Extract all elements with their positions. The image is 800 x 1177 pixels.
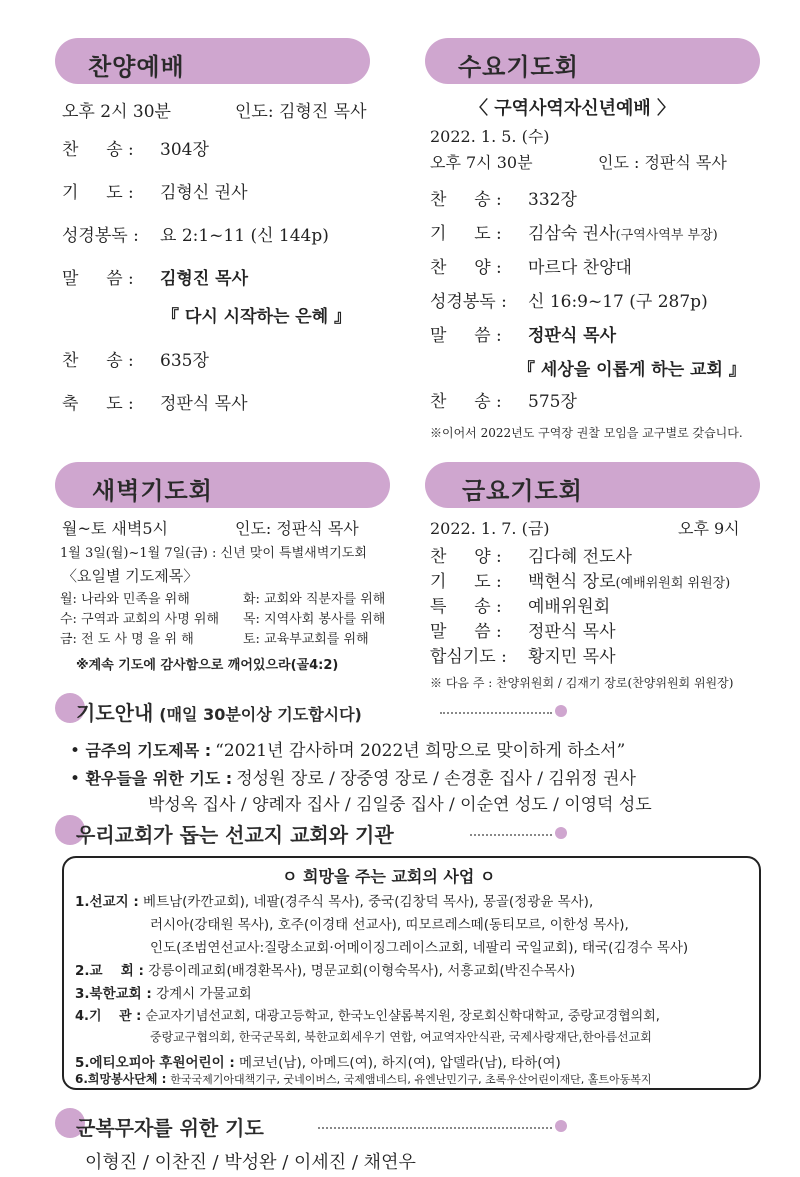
praise-row-value: 304장	[160, 140, 209, 160]
dawn-topic-row	[60, 588, 385, 607]
wednesday-row-label: 찬 송 :	[430, 392, 502, 412]
praise-row-label: 기 도 :	[62, 183, 134, 203]
friday-footnote: ※ 다음 주 : 찬양위원회 / 김재기 장로(찬양위원회 위원장)	[430, 676, 734, 690]
praise-service-time: 오후 2시 30분	[62, 102, 171, 122]
friday-row-value: 정판식 목사	[528, 622, 616, 642]
wednesday-row-value: 332장	[528, 190, 577, 210]
friday-row-label: 특 송 :	[430, 597, 502, 617]
prayer-guide-title: 기도안내	[76, 701, 154, 725]
friday-row-label: 기 도 :	[430, 572, 502, 592]
prayer-guide-divider	[440, 712, 552, 714]
missions-line	[75, 982, 252, 1002]
friday-row-label: 찬 양 :	[430, 547, 502, 567]
friday-time: 오후 9시	[678, 519, 740, 538]
wednesday-row-value: 575장	[528, 392, 577, 412]
friday-row-label: 말 씀 :	[430, 622, 502, 642]
missions-line: 중랑교구협의회, 한국군목회, 북한교회세우기 연합, 여교역자안식관, 국제사랑재단,한아름선교회	[150, 1030, 652, 1044]
missions-line	[75, 890, 593, 910]
friday-date: 2022. 1. 7. (금)	[430, 519, 550, 538]
praise-row-value: 요 2:1~11 (신 144p)	[160, 226, 329, 246]
missions-title: 우리교회가 돕는 선교지 교회와 기관	[76, 823, 394, 847]
prayer-item-label: 환우들을 위한 기도 :	[85, 769, 233, 788]
dawn-topic-right: 토: 교육부교회를 위해	[243, 632, 369, 647]
dawn-topic-left: 금: 전 도 사 명 을 위 해	[60, 632, 194, 647]
friday-row	[430, 642, 616, 667]
military-names: 이형진 / 이찬진 / 박성완 / 이세진 / 채연우	[85, 1152, 416, 1173]
prayer-guide-subtitle: (매일 30분이상 기도합시다)	[159, 705, 362, 724]
dawn-topic-left: 수: 구역과 교회의 사명 위해	[60, 612, 220, 627]
praise-row	[62, 135, 209, 160]
missions-line-label: 6.희망봉사단체 :	[75, 1072, 167, 1086]
missions-divider	[470, 834, 552, 836]
wednesday-row	[430, 321, 616, 346]
prayer-item-value: 정성원 장로 / 장중영 장로 / 손경훈 집사 / 김위정 권사	[236, 769, 636, 789]
wednesday-sermon-title: 『 세상을 이롭게 하는 교회 』	[518, 360, 746, 380]
missions-line-label: 1.선교지 :	[75, 894, 139, 910]
dawn-topic-row	[60, 608, 385, 627]
praise-row	[62, 346, 209, 371]
dawn-verse: ※계속 기도에 감사함으로 깨어있으라(골4:2)	[76, 658, 339, 673]
prayer-item-label: 금주의 기도제목 :	[85, 741, 212, 760]
wednesday-row	[430, 387, 577, 412]
missions-line-label: 3.북한교회 :	[75, 986, 152, 1002]
missions-line-text: 순교자기념선교회, 대광고등학교, 한국노인샬롬복지원, 장로회신학대학교, 중랑교경협의회,	[145, 1009, 660, 1024]
prayer-patients-line2: 박성옥 집사 / 양례자 집사 / 김일중 집사 / 이순연 성도 / 이영덕 성도	[148, 795, 652, 815]
friday-row	[430, 542, 632, 567]
friday-row	[430, 567, 730, 592]
wednesday-row-label: 말 씀 :	[430, 326, 502, 346]
wednesday-row-value: 마르다 찬양대	[528, 258, 632, 278]
missions-line-text: 베트남(카깐교회), 네팔(경주식 목사), 중국(김창덕 목사), 몽골(정광윤 목사),	[143, 894, 594, 910]
missions-line-text: 한국국제기아대책기구, 굿네이버스, 국제앰네스티, 유엔난민기구, 초록우산어린이재단, 홀트아동복지	[170, 1073, 652, 1086]
praise-preacher: 김형진 목사	[160, 269, 249, 289]
missions-line-text: 강계시 가물교회	[156, 986, 252, 1002]
praise-row-label: 축 도 :	[62, 394, 134, 414]
missions-line: 인도(조범연선교사:질랑소교회·어메이징그레이스교회, 네팔리 국일교회), 태국(김경수 목사)	[150, 940, 689, 956]
wednesday-row-value: 김삼숙 권사	[528, 224, 616, 244]
friday-row-value: 김다혜 전도사	[528, 547, 632, 567]
wednesday-date: 2022. 1. 5. (수)	[430, 127, 550, 146]
wednesday-row-note: (구역사역부 부장)	[615, 228, 718, 243]
missions-end-dot	[555, 827, 567, 839]
friday-row-value: 백현식 장로	[528, 572, 616, 592]
friday-title: 금요기도회	[462, 477, 583, 505]
military-title: 군복무자를 위한 기도	[76, 1116, 264, 1140]
bullet-dot: •	[70, 741, 86, 761]
friday-row-note: (예배위원회 위원장)	[615, 576, 731, 591]
praise-row	[62, 221, 329, 246]
dawn-title: 새벽기도회	[92, 477, 213, 505]
missions-box-title: ㅇ 희망을 주는 교회의 사업 ㅇ	[282, 867, 496, 886]
praise-service-leader: 인도: 김형진 목사	[235, 102, 367, 122]
missions-line-text: 메코넌(남), 아메드(여), 하지(여), 압델라(남), 타하(여)	[239, 1055, 561, 1071]
missions-line-label: 4.기 관 :	[75, 1009, 142, 1024]
praise-row	[62, 389, 248, 414]
dawn-special: 1월 3일(월)~1월 7일(금) : 신년 맞이 특별새벽기도회	[60, 546, 367, 561]
wednesday-footnote: ※이어서 2022년도 구역장 권찰 모임을 교구별로 갖습니다.	[430, 426, 743, 440]
dawn-schedule: 월~토 새벽5시	[62, 519, 168, 538]
friday-row	[430, 592, 610, 617]
wednesday-row	[430, 287, 708, 312]
missions-line-label: 5.에티오피아 후원어린이 :	[75, 1055, 235, 1071]
wednesday-row	[430, 185, 577, 210]
wednesday-subtitle: 〈 구역사역자신년예배 〉	[470, 98, 676, 119]
military-end-dot	[555, 1120, 567, 1132]
dawn-topic-left: 월: 나라와 민족을 위해	[60, 592, 190, 607]
wednesday-row-label: 기 도 :	[430, 224, 502, 244]
missions-line: 러시아(강태원 목사), 호주(이경태 선교사), 띠모르레스떼(동티모르, 이한성 목사),	[150, 917, 629, 933]
praise-row-label: 성경봉독 :	[62, 226, 139, 246]
praise-row-value: 정판식 목사	[160, 394, 248, 414]
missions-line-label: 2.교 회 :	[75, 963, 144, 979]
praise-row-label: 찬 송 :	[62, 351, 134, 371]
prayer-item-value: “2021년 감사하며 2022년 희망으로 맞이하게 하소서”	[215, 741, 626, 761]
dawn-topic-right: 화: 교회와 직분자를 위해	[243, 592, 386, 607]
prayer-item	[70, 764, 636, 789]
military-divider	[318, 1127, 552, 1129]
missions-line	[75, 1005, 660, 1024]
wednesday-preacher: 정판식 목사	[528, 326, 617, 346]
wednesday-leader: 인도 : 정판식 목사	[598, 153, 727, 172]
missions-line-text: 강릉이레교회(배경환목사), 명문교회(이형숙목사), 서흥교회(박진수목사)	[148, 963, 576, 979]
praise-row-value: 635장	[160, 351, 209, 371]
dawn-topic-right: 목: 지역사회 봉사를 위해	[243, 612, 386, 627]
praise-row-label: 말 씀 :	[62, 269, 134, 289]
friday-row	[430, 617, 616, 642]
missions-line	[75, 959, 575, 979]
bullet-dot: •	[70, 769, 86, 789]
wednesday-row-value: 신 16:9~17 (구 287p)	[528, 292, 708, 312]
dawn-topic-row	[60, 628, 369, 647]
friday-row-label: 합심기도 :	[430, 647, 507, 667]
wednesday-title: 수요기도회	[458, 53, 579, 81]
praise-row-value: 김형신 권사	[160, 183, 248, 203]
praise-row	[62, 178, 248, 203]
dawn-leader: 인도: 정판식 목사	[235, 519, 359, 538]
friday-row-value: 예배위원회	[528, 597, 611, 617]
praise-row-label: 찬 송 :	[62, 140, 134, 160]
praise-sermon-title: 『 다시 시작하는 은혜 』	[162, 307, 352, 327]
praise-row	[62, 264, 248, 289]
prayer-guide-end-dot	[555, 705, 567, 717]
wednesday-row-label: 성경봉독 :	[430, 292, 507, 312]
praise-service-title: 찬양예배	[88, 53, 185, 81]
wednesday-row	[430, 219, 718, 244]
missions-line	[75, 1070, 652, 1087]
wednesday-row-label: 찬 양 :	[430, 258, 502, 278]
prayer-guide-heading	[76, 697, 362, 726]
wednesday-time: 오후 7시 30분	[430, 153, 533, 172]
prayer-item	[70, 736, 625, 761]
wednesday-row-label: 찬 송 :	[430, 190, 502, 210]
dawn-topics-title: 〈요일별 기도제목〉	[62, 567, 199, 585]
wednesday-row	[430, 253, 632, 278]
friday-row-value: 황지민 목사	[528, 647, 616, 667]
missions-line	[75, 1051, 561, 1071]
